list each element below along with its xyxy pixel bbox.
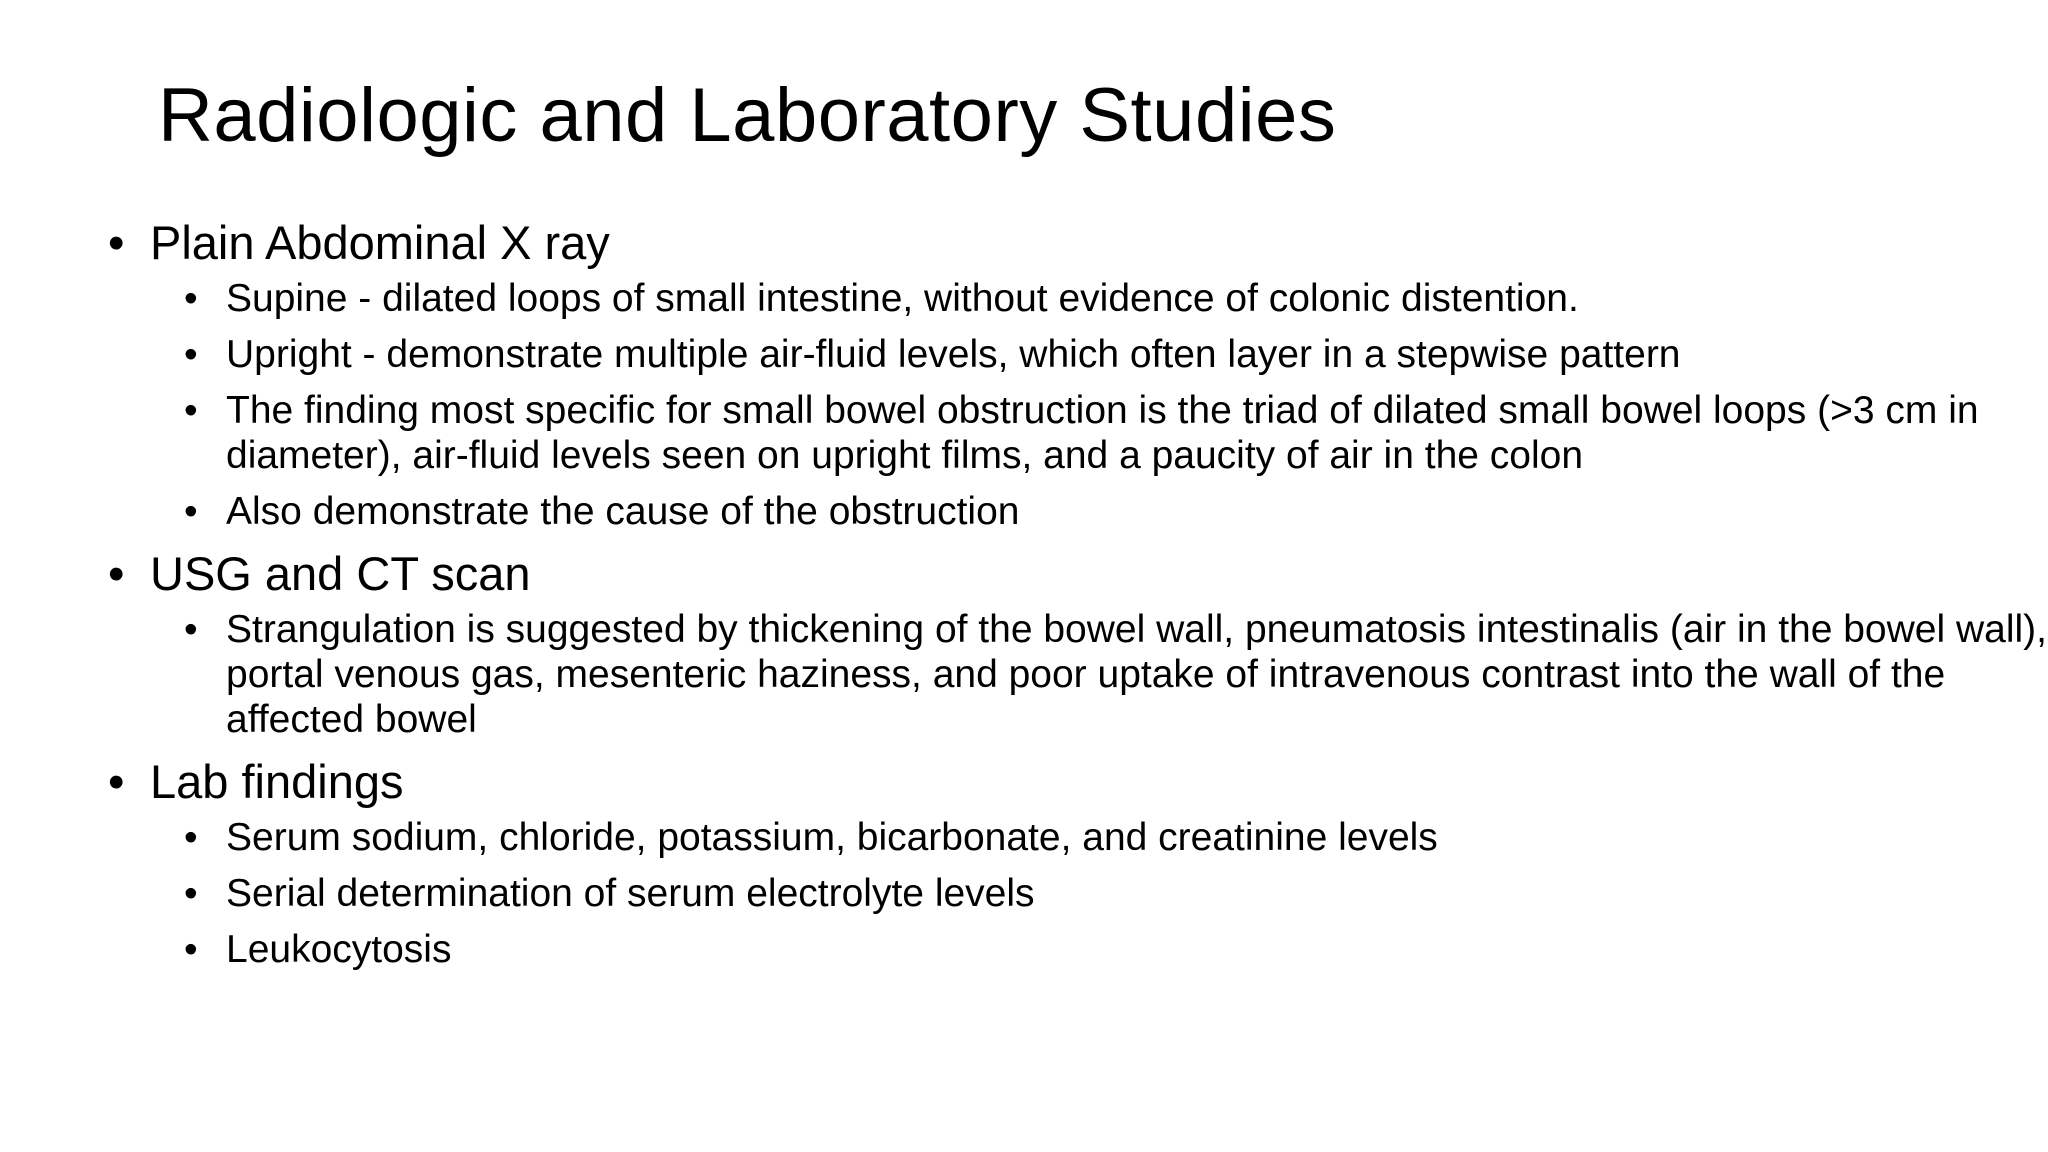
bullet-icon: • xyxy=(108,216,125,269)
section-heading: Lab findings xyxy=(150,755,404,808)
section-heading: USG and CT scan xyxy=(150,547,531,600)
bullet-icon: • xyxy=(184,277,198,320)
sub-bullet-list xyxy=(150,276,1998,534)
bullet-icon: • xyxy=(184,490,198,533)
list-item-text: Serum sodium, chloride, potassium, bicarbonate, and creatinine levels xyxy=(226,816,1438,859)
list-item-text: Upright - demonstrate multiple air-fluid levels, which often layer in a stepwise pattern xyxy=(226,333,1681,376)
bullet-icon: • xyxy=(108,547,125,600)
list-item-text: Leukocytosis xyxy=(226,928,452,971)
sub-bullet-list xyxy=(150,607,2047,742)
section-heading: Plain Abdominal X ray xyxy=(150,216,610,269)
sub-bullet-list xyxy=(150,815,1998,972)
section-lab-findings xyxy=(108,753,1998,972)
list-item xyxy=(150,332,2048,377)
list-item xyxy=(150,815,2048,860)
slide-title: Radiologic and Laboratory Studies xyxy=(158,73,1337,158)
bullet-icon: • xyxy=(184,333,198,376)
list-item xyxy=(150,927,2048,972)
list-item xyxy=(150,276,2048,321)
bullet-icon: • xyxy=(184,872,198,915)
bullet-icon: • xyxy=(184,389,198,432)
list-item-text: Supine - dilated loops of small intestine, without evidence of colonic distention. xyxy=(226,277,1579,320)
list-item xyxy=(150,489,2048,534)
list-item xyxy=(150,871,2048,916)
bullet-icon: • xyxy=(108,755,125,808)
bullet-list xyxy=(108,214,2047,972)
list-item-text: Strangulation is suggested by thickening of the bowel wall, pneumatosis intestinalis (air in the bowel wall), portal venous gas, mesenteric haziness, and poor uptake of intravenous contrast into the wall of the affected bowel xyxy=(226,608,2047,741)
list-item-text: Serial determination of serum electrolyte levels xyxy=(226,872,1035,915)
bullet-icon: • xyxy=(184,816,198,859)
list-item-text: The finding most specific for small bowel obstruction is the triad of dilated small bowel loops (>3 cm in diameter), air-fluid levels seen on upright films, and a paucity of air in the colon xyxy=(226,389,1979,477)
slide-content xyxy=(108,214,2047,983)
bullet-icon: • xyxy=(184,608,198,651)
list-item xyxy=(150,388,2048,478)
bullet-icon: • xyxy=(184,928,198,971)
list-item-text: Also demonstrate the cause of the obstruction xyxy=(226,490,1020,533)
list-item xyxy=(150,607,2048,742)
section-plain-abdominal-xray xyxy=(108,214,1998,534)
section-usg-ct-scan xyxy=(108,545,2047,742)
